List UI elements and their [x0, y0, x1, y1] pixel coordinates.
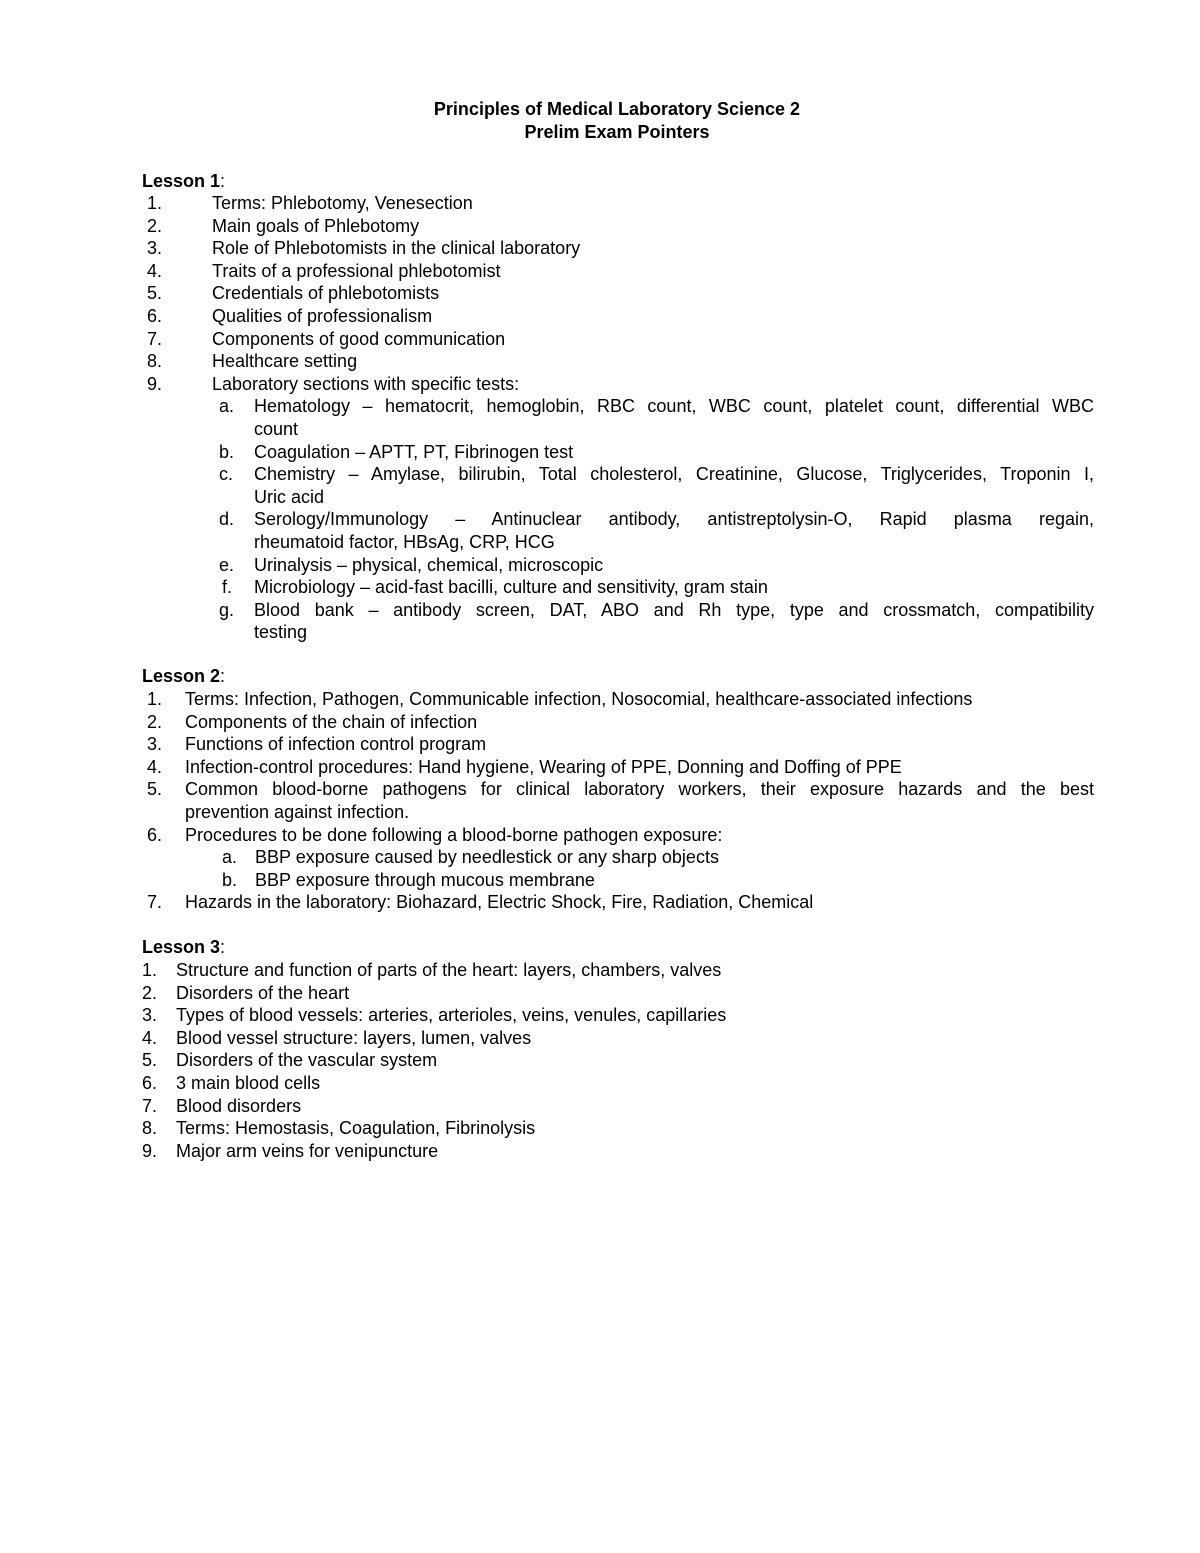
lesson-2-heading-label: Lesson 2 — [142, 666, 221, 686]
item-text-line1: Chemistry – Amylase, bilirubin, Total cholesterol, Creatinine, Glucose, Triglycerides, Troponin I, — [254, 464, 1094, 485]
item-text: BBP exposure caused by needlestick or any sharp objects — [255, 847, 719, 868]
sub-list-item — [142, 463, 1094, 508]
lesson-1-heading-label: Lesson 1 — [142, 171, 221, 191]
item-number: 3. — [142, 1005, 158, 1026]
item-text-line1: Blood bank – antibody screen, DAT, ABO and Rh type, type and crossmatch, compatibility — [254, 599, 1094, 620]
sub-list-item — [142, 508, 1094, 553]
list-item — [142, 1072, 1094, 1095]
item-number: 2. — [147, 711, 163, 732]
item-number: 6. — [142, 1072, 158, 1093]
item-text: Microbiology – acid-fast bacilli, culture and sensitivity, gram stain — [254, 577, 768, 598]
lesson-2-heading-colon: : — [220, 666, 226, 686]
sub-list-item — [142, 869, 1094, 892]
item-number: 7. — [147, 328, 163, 349]
item-number: 1. — [142, 960, 158, 980]
list-item — [142, 305, 1094, 328]
item-number: 1. — [147, 689, 163, 709]
item-number: 7. — [142, 1095, 158, 1116]
item-text: Qualities of professionalism — [212, 305, 433, 326]
item-text: BBP exposure through mucous membrane — [255, 869, 595, 890]
item-text: Terms: Hemostasis, Coagulation, Fibrinolysis — [176, 1118, 536, 1139]
item-text: Role of Phlebotomists in the clinical laboratory — [212, 238, 581, 259]
item-text: Functions of infection control program — [185, 734, 487, 755]
item-text: Terms: Infection, Pathogen, Communicable infection, Nosocomial, healthcare-associated infections — [185, 689, 973, 709]
item-text-line2: count — [254, 418, 299, 439]
document-title: Principles of Medical Laboratory Science 2 — [433, 99, 801, 119]
item-text: Blood disorders — [176, 1095, 302, 1116]
lesson-1-heading-colon: : — [220, 171, 226, 191]
lesson-3-heading-colon: : — [220, 937, 226, 957]
item-text-line1: Serology/Immunology – Antinuclear antibody, antistreptolysin-O, Rapid plasma regain, — [254, 509, 1094, 530]
item-text-line1: Common blood-borne pathogens for clinical laboratory workers, their exposure hazards and the best — [185, 779, 1094, 800]
list-item — [142, 824, 1094, 847]
lesson-1-list — [142, 192, 1094, 644]
list-item — [142, 192, 1094, 215]
item-text-wrap — [185, 778, 1094, 823]
item-letter: f. — [222, 577, 233, 598]
item-letter: g. — [219, 599, 235, 620]
item-number: 5. — [147, 283, 163, 304]
item-number: 5. — [147, 779, 163, 800]
item-number: 8. — [147, 351, 163, 372]
item-text-line1: Hematology – hematocrit, hemoglobin, RBC count, WBC count, platelet count, differential WBC — [254, 396, 1094, 417]
item-letter: e. — [219, 554, 235, 575]
item-text: Healthcare setting — [212, 351, 358, 372]
sub-list-item — [142, 599, 1094, 644]
lesson-2-list — [142, 688, 1094, 914]
list-item — [142, 1140, 1094, 1163]
item-letter: a. — [222, 847, 238, 868]
item-text: Blood vessel structure: layers, lumen, valves — [176, 1027, 532, 1048]
sub-list-item — [142, 554, 1094, 577]
item-text-wrap — [254, 395, 1094, 440]
sub-list-item — [142, 441, 1094, 464]
list-item — [142, 1049, 1094, 1072]
item-text-line2: Uric acid — [254, 486, 325, 507]
item-number: 4. — [142, 1027, 158, 1048]
list-item — [142, 237, 1094, 260]
item-text: Credentials of phlebotomists — [212, 283, 440, 304]
list-item — [142, 688, 1094, 711]
item-number: 3. — [147, 238, 163, 259]
item-number: 3. — [147, 734, 163, 755]
lesson-3-heading-label: Lesson 3 — [142, 937, 221, 957]
item-text-line2: prevention against infection. — [185, 801, 410, 822]
list-item — [142, 891, 1094, 914]
item-text: Urinalysis – physical, chemical, microscopic — [254, 554, 604, 575]
item-text: Traits of a professional phlebotomist — [212, 260, 501, 281]
item-text: Disorders of the heart — [176, 982, 350, 1003]
item-text: Disorders of the vascular system — [176, 1050, 438, 1071]
item-text-line2: testing — [254, 622, 308, 643]
item-text-wrap — [254, 463, 1094, 508]
item-text: Hazards in the laboratory: Biohazard, Electric Shock, Fire, Radiation, Chemical — [185, 892, 814, 913]
item-text: Structure and function of parts of the heart: layers, chambers, valves — [176, 960, 722, 980]
item-number: 8. — [142, 1118, 158, 1139]
list-item — [142, 1027, 1094, 1050]
item-letter: d. — [219, 509, 235, 530]
item-text: Procedures to be done following a blood-borne pathogen exposure: — [185, 824, 723, 845]
item-number: 6. — [147, 305, 163, 326]
item-text: Coagulation – APTT, PT, Fibrinogen test — [254, 441, 574, 462]
sub-list-item — [142, 395, 1094, 440]
list-item — [142, 959, 1094, 982]
sub-list-item — [142, 846, 1094, 869]
item-letter: b. — [222, 869, 238, 890]
item-text: Components of good communication — [212, 328, 506, 349]
list-item — [142, 733, 1094, 756]
item-text: Terms: Phlebotomy, Venesection — [212, 193, 473, 213]
list-item — [142, 215, 1094, 238]
list-item — [142, 1095, 1094, 1118]
item-letter: b. — [219, 441, 235, 462]
item-text-wrap — [254, 599, 1094, 644]
item-text-wrap — [254, 508, 1094, 553]
item-letter: c. — [219, 464, 234, 485]
list-item — [142, 282, 1094, 305]
item-number: 9. — [147, 373, 163, 394]
item-text: 3 main blood cells — [176, 1072, 321, 1093]
lesson-3-list — [142, 959, 1094, 1162]
list-item — [142, 260, 1094, 283]
lesson-1-heading — [142, 170, 225, 193]
lesson-3-heading — [142, 936, 225, 959]
list-item — [142, 373, 1094, 396]
item-text: Major arm veins for venipuncture — [176, 1140, 439, 1161]
lesson-2-heading — [142, 665, 225, 688]
list-item — [142, 1004, 1094, 1027]
list-item — [142, 1117, 1094, 1140]
item-number: 7. — [147, 892, 163, 913]
list-item — [142, 350, 1094, 373]
item-letter: a. — [219, 396, 235, 417]
item-number: 1. — [147, 193, 163, 213]
list-item — [142, 982, 1094, 1005]
item-text: Infection-control procedures: Hand hygiene, Wearing of PPE, Donning and Doffing of PPE — [185, 756, 902, 777]
item-text-line2: rheumatoid factor, HBsAg, CRP, HCG — [254, 531, 555, 552]
list-item — [142, 756, 1094, 779]
list-item — [142, 328, 1094, 351]
item-number: 2. — [142, 982, 158, 1003]
item-text: Types of blood vessels: arteries, arterioles, veins, venules, capillaries — [176, 1005, 727, 1026]
list-item — [142, 711, 1094, 734]
item-number: 4. — [147, 756, 163, 777]
item-number: 2. — [147, 215, 163, 236]
item-number: 4. — [147, 260, 163, 281]
item-text: Laboratory sections with specific tests: — [212, 373, 520, 394]
item-number: 5. — [142, 1050, 158, 1071]
item-number: 9. — [142, 1140, 158, 1161]
item-text: Components of the chain of infection — [185, 711, 478, 732]
item-number: 6. — [147, 824, 163, 845]
item-text: Main goals of Phlebotomy — [212, 215, 420, 236]
document-subtitle: Prelim Exam Pointers — [524, 122, 710, 142]
sub-list-item — [142, 576, 1094, 599]
list-item — [142, 778, 1094, 823]
